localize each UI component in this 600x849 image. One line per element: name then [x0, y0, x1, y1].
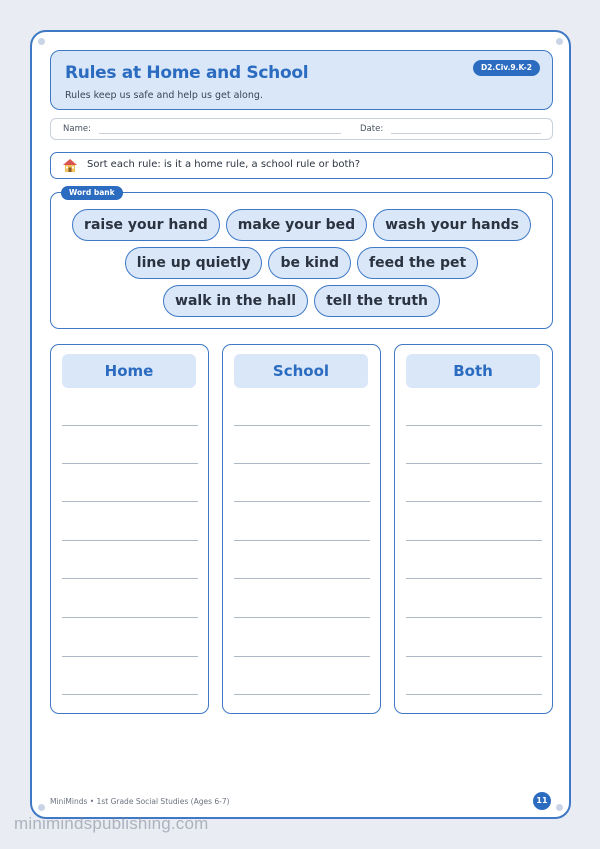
writing-line[interactable] — [234, 656, 370, 657]
writing-line[interactable] — [62, 540, 198, 541]
watermark-text: minimindspublishing.com — [14, 814, 209, 833]
word-bank-row — [51, 247, 552, 279]
page-subtitle: Rules keep us safe and help us get along. — [65, 90, 263, 101]
worksheet-page — [30, 30, 571, 819]
corner-dot — [556, 804, 563, 811]
word-chip[interactable]: walk in the hall — [163, 285, 308, 317]
footer-text: MiniMinds • 1st Grade Social Studies (Ages 6-7) — [50, 797, 230, 806]
column-heading: School — [234, 354, 368, 388]
writing-line[interactable] — [62, 463, 198, 464]
page-number-badge: 11 — [533, 792, 551, 810]
name-date-bar — [50, 118, 553, 140]
column-heading: Both — [406, 354, 540, 388]
column-heading: Home — [62, 354, 196, 388]
writing-line[interactable] — [234, 501, 370, 502]
writing-line[interactable] — [62, 617, 198, 618]
writing-line[interactable] — [62, 656, 198, 657]
word-chip[interactable]: make your bed — [226, 209, 367, 241]
date-label: Date: — [360, 124, 384, 134]
page-title: Rules at Home and School — [65, 63, 309, 83]
name-label: Name: — [63, 124, 91, 134]
writing-line[interactable] — [234, 463, 370, 464]
writing-line[interactable] — [406, 694, 542, 695]
word-chip[interactable]: be kind — [268, 247, 351, 279]
writing-line[interactable] — [406, 501, 542, 502]
writing-line[interactable] — [62, 425, 198, 426]
instruction-text: Sort each rule: is it a home rule, a school rule or both? — [87, 159, 361, 170]
writing-line[interactable] — [406, 656, 542, 657]
word-bank-label: Word bank — [61, 186, 123, 200]
column-both — [394, 344, 553, 714]
corner-dot — [38, 38, 45, 45]
name-field[interactable] — [99, 133, 341, 134]
writing-line[interactable] — [234, 578, 370, 579]
word-bank-row — [51, 209, 552, 241]
writing-line[interactable] — [406, 578, 542, 579]
house-icon — [62, 158, 78, 173]
writing-line[interactable] — [62, 578, 198, 579]
writing-line[interactable] — [406, 463, 542, 464]
writing-line[interactable] — [234, 425, 370, 426]
writing-line[interactable] — [406, 540, 542, 541]
writing-line[interactable] — [234, 617, 370, 618]
word-bank — [50, 188, 553, 329]
standard-code-badge: D2.Civ.9.K-2 — [473, 60, 540, 76]
instruction-box — [50, 152, 553, 179]
word-bank-row — [51, 285, 552, 317]
title-banner — [50, 50, 553, 110]
writing-line[interactable] — [234, 694, 370, 695]
writing-line[interactable] — [62, 694, 198, 695]
column-home — [50, 344, 209, 714]
writing-line[interactable] — [406, 617, 542, 618]
corner-dot — [38, 804, 45, 811]
corner-dot — [556, 38, 563, 45]
writing-line[interactable] — [406, 425, 542, 426]
date-field[interactable] — [391, 133, 541, 134]
writing-line[interactable] — [234, 540, 370, 541]
word-chip[interactable]: tell the truth — [314, 285, 440, 317]
word-chip[interactable]: line up quietly — [125, 247, 263, 279]
word-chip[interactable]: feed the pet — [357, 247, 478, 279]
writing-line[interactable] — [62, 501, 198, 502]
word-chip[interactable]: raise your hand — [72, 209, 220, 241]
column-school — [222, 344, 381, 714]
word-chip[interactable]: wash your hands — [373, 209, 531, 241]
